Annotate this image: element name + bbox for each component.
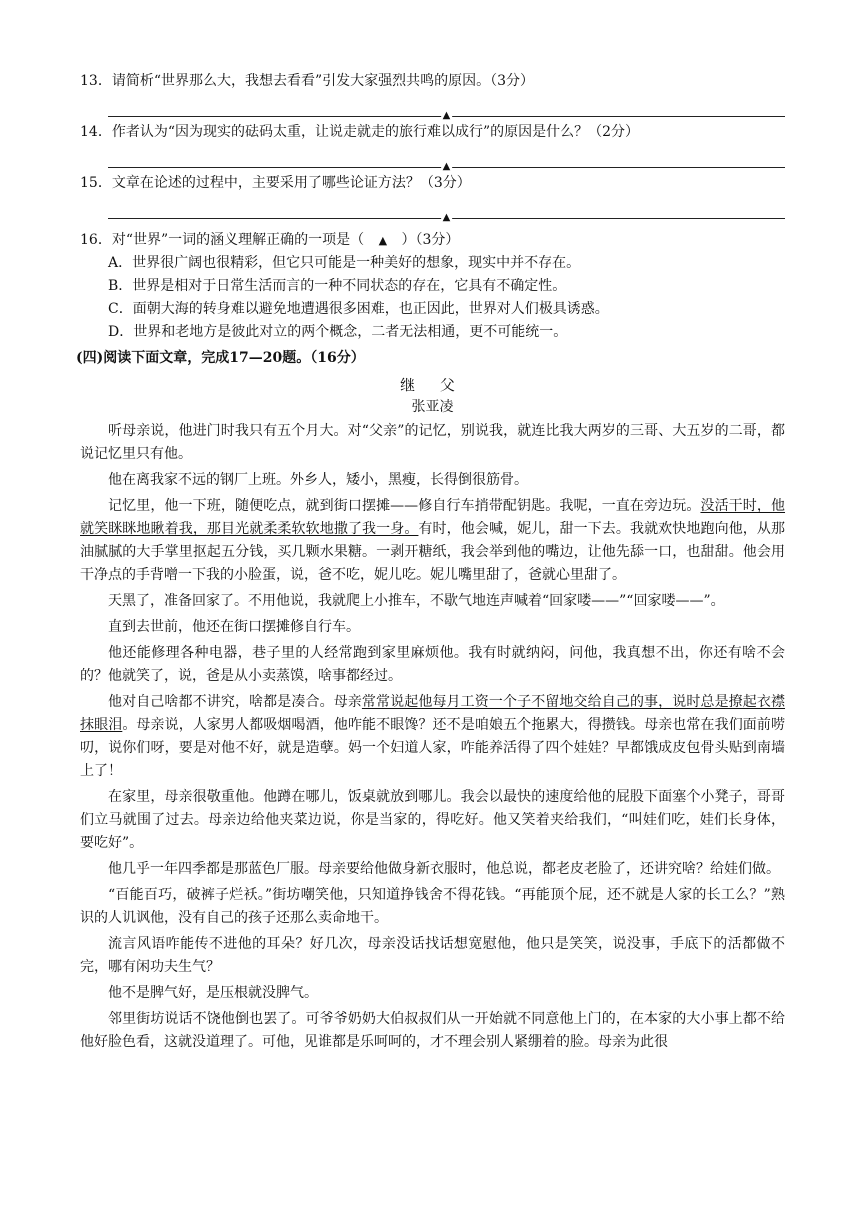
underlined-sentence: 常常说起他每月工资一个子不留地交给自己的事，说时总是撩起衣襟抹眼泪 [80, 694, 786, 733]
triangle-marker: ▲ [442, 110, 451, 121]
paragraph-11: 流言风语咋能传不进他的耳朵？好几次，母亲没话找话想宽慰他，他只是笑笑，说没事，手底下的活都做不完，哪有闲功夫生气？ [80, 936, 785, 975]
option-a[interactable]: A．世界很广阔也很精彩，但它只可能是一种美好的想象，现实中并不存在。 [108, 255, 581, 271]
answer-line[interactable] [108, 143, 785, 172]
paragraph-3-start: 记忆里，他一下班，随便吃点，就到街口摆摊——修自行车捎带配钥匙。我呢，一直在旁边玩。 [108, 498, 701, 514]
triangle-marker: ▲ [442, 212, 451, 223]
paragraph-7 [80, 691, 785, 783]
article-author: 张亚凌 [411, 399, 454, 415]
section-heading: (四)阅读下面文章，完成17—20题。（16分） [76, 350, 365, 366]
stem-start: 16．对“世界”一词的涵义理解正确的一项是（ [80, 232, 365, 248]
paragraph-3 [80, 495, 785, 587]
stem-end: ）（3分） [401, 232, 460, 248]
question-13 [80, 70, 785, 121]
option-d[interactable]: D．世界和老地方是彼此对立的两个概念，二者无法相通，更不可能统一。 [108, 324, 568, 340]
answer-line[interactable] [108, 194, 785, 223]
question-text: 14．作者认为“因为现实的砝码太重，让说走就走的旅行难以成行”的原因是什么？（2分） [80, 124, 640, 140]
question-15 [80, 172, 785, 223]
question-16-stem [80, 229, 785, 252]
triangle-marker: ▲ [442, 161, 451, 172]
paragraph-10: “百能百巧，破裤子烂袄。”街坊嘲笑他，只知道挣钱舍不得花钱。“再能顶个屁，还不就是人家的长工么？”熟识的人讥讽他，没有自己的孩子还那么卖命地干。 [80, 887, 785, 926]
option-b[interactable]: B．世界是相对于日常生活而言的一种不同状态的存在，它具有不确定性。 [108, 278, 567, 294]
answer-line[interactable] [108, 92, 785, 121]
question-text: 15．文章在论述的过程中，主要采用了哪些论证方法？（3分） [80, 175, 471, 191]
underlined-sentence: 没活干时，他就笑眯眯地瞅着我，那目光就柔柔软软地撒了我一身。 [80, 498, 786, 537]
paragraph-13: 邻里街坊说话不饶他倒也罢了。可爷爷奶奶大伯叔叔们从一开始就不同意他上门的，在本家的大小事上都不给他好脸色看，这就没道理了。可他，见谁都是乐呵呵的，才不理会别人紧绷着的脸。母亲为此很 [80, 1011, 785, 1050]
paragraph-2: 他在离我家不远的钢厂上班。外乡人，矮小，黑瘦，长得倒很筋骨。 [108, 472, 528, 488]
exam-page [76, 70, 786, 1057]
paragraph-1: 听母亲说，他进门时我只有五个月大。对“父亲”的记忆，别说我，就连比我大两岁的三哥、大五岁的二哥，都说记忆里只有他。 [80, 423, 785, 462]
paragraph-7-start: 他对自己啥都不讲究，啥都是凑合。母亲 [108, 694, 362, 710]
paragraph-7-end: 。母亲说，人家男人都吸烟喝酒，他咋能不眼馋？还不是咱娘五个拖累大，得攒钱。母亲也常在我们面前唠叨，说你们呀，要是对他不好，就是造孽。妈一个妇道人家，咋能养活得了四个娃娃？早都饿成皮包骨头贴到南墙上了！ [80, 717, 786, 779]
paragraph-6: 他还能修理各种电器，巷子里的人经常跑到家里麻烦他。我有时就纳闷，问他，我真想不出，你还有啥不会的？他就笑了，说，爸是从小卖蒸馍，啥事都经过。 [80, 645, 785, 684]
paragraph-3-end: 有时，他会喊，妮儿，甜一下去。我就欢快地跑向他，从那油腻腻的大手掌里抠起五分钱，买几颗水果糖。一剥开糖纸，我会举到他的嘴边，让他先舔一口，也甜甜。他会用干净点的手背噌一下我的小脸蛋，说，爸不吃，妮儿吃。妮儿嘴里甜了，爸就心里甜了。 [80, 521, 786, 583]
paragraph-8: 在家里，母亲很敬重他。他蹲在哪儿，饭桌就放到哪儿。我会以最快的速度给他的屁股下面塞个小凳子，哥哥们立马就围了过去。母亲边给他夹菜边说，你是当家的，得吃好。他又笑着夹给我们，“叫娃们吃，娃们长身体，要吃好”。 [80, 789, 785, 851]
answer-blank[interactable]: ▲ [378, 234, 388, 247]
paragraph-12: 他不是脾气好，是压根就没脾气。 [108, 985, 318, 1001]
option-c[interactable]: C．面朝大海的转身难以避免地遭遇很多困难，也正因此，世界对人们极具诱惑。 [108, 301, 609, 317]
article-title: 继 父 [400, 376, 465, 394]
paragraph-9: 他几乎一年四季都是那蓝色厂服。母亲要给他做身新衣服时，他总说，都老皮老脸了，还讲究啥？给娃们做。 [108, 861, 780, 877]
question-text: 13．请简析“世界那么大，我想去看看”引发大家强烈共鸣的原因。（3分） [80, 73, 535, 89]
question-16 [80, 229, 785, 344]
paragraph-4: 天黑了，准备回家了。不用他说，我就爬上小推车，不歇气地连声喊着“回家喽——”“回家喽——”。 [108, 593, 725, 609]
question-14 [80, 121, 785, 172]
paragraph-5: 直到去世前，他还在街口摆摊修自行车。 [108, 619, 360, 635]
